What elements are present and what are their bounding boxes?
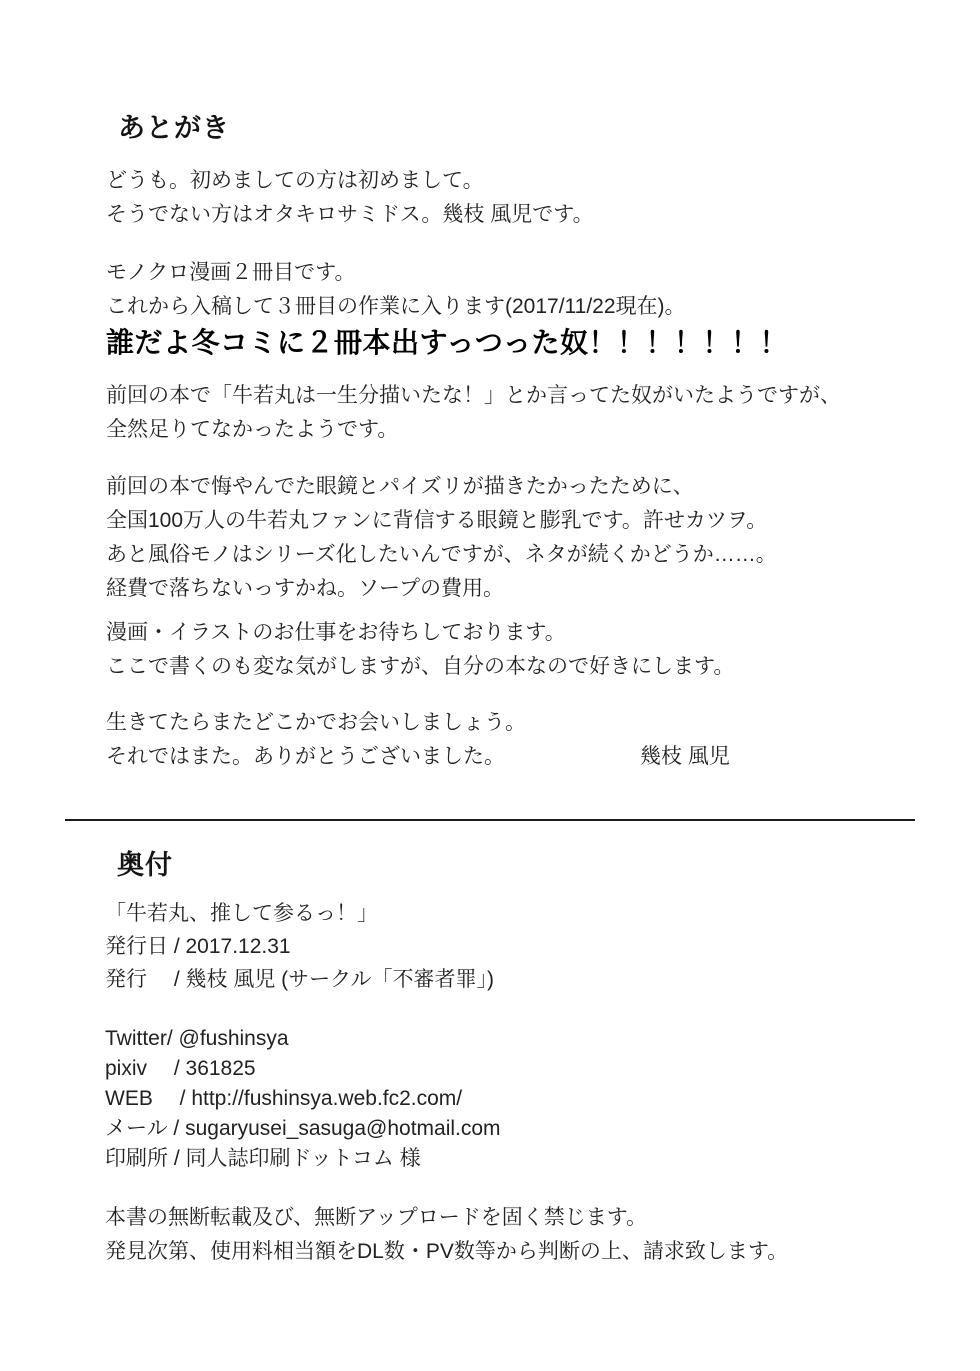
- printer-line: 印刷所 / 同人誌印刷ドットコム 様: [105, 1147, 421, 1170]
- section-divider: [65, 819, 915, 821]
- email-line: メール / sugaryusei_sasuga@hotmail.com: [105, 1117, 501, 1140]
- text-line: どうも。初めましての方は初めまして。: [106, 169, 484, 192]
- farewell-text: それではまた。ありがとうございました。: [106, 745, 505, 768]
- text-line: 全国100万人の牛若丸ファンに背信する眼鏡と膨乳です。許せカツヲ。: [106, 509, 768, 532]
- afterword-paragraph-glasses: [106, 470, 777, 606]
- afterword-paragraph-greeting: [106, 164, 594, 232]
- text-line: 生きてたらまたどこかでお会いしましょう。: [106, 711, 526, 734]
- text-line: そうでない方はオタキロサミドス。幾枝 風児です。: [106, 203, 594, 226]
- colophon-heading: 奥付: [117, 850, 173, 880]
- publish-date-line: 発行日 / 2017.12.31: [105, 935, 291, 958]
- colophon-notice-block: [105, 1201, 788, 1269]
- text-line: あと風俗モノはシリーズ化したいんですが、ネタが続くかどうか……。: [106, 543, 777, 566]
- text-line: 経費で落ちないっすかね。ソープの費用。: [106, 577, 504, 600]
- publisher-line: 発行 / 幾枝 風児 (サークル「不審者罪」): [105, 968, 495, 991]
- book-title: 「牛若丸、推して参るっ！」: [105, 902, 378, 925]
- author-signature: 幾枝 風児: [640, 745, 730, 768]
- colophon-publication-block: [105, 897, 494, 996]
- notice-line: 発見次第、使用料相当額をDL数・PV数等から判断の上、請求致します。: [105, 1240, 789, 1263]
- afterword-heading: あとがき: [118, 113, 230, 143]
- text-line: 漫画・イラストのお仕事をお待ちしております。: [106, 621, 566, 644]
- text-line: これから入稿して３冊目の作業に入ります(2017/11/22現在)。: [106, 295, 686, 318]
- afterword-paragraph-books: [106, 256, 788, 358]
- text-line: 前回の本で「牛若丸は一生分描いたな！」とか言ってた奴がいたようですが、: [106, 384, 841, 407]
- text-line: ここで書くのも変な気がしますが、自分の本なので好きにします。: [106, 655, 735, 678]
- twitter-line: Twitter/ @fushinsya: [105, 1027, 289, 1050]
- text-line: 前回の本で悔やんでた眼鏡とパイズリが描きたかったために、: [106, 475, 694, 498]
- afterword-paragraph-work: [106, 616, 734, 684]
- afterword-paragraph-ushiwakamaru: [106, 379, 841, 447]
- pixiv-line: pixiv / 361825: [105, 1057, 256, 1080]
- colophon-contacts-block: [105, 1024, 501, 1174]
- text-line: モノクロ漫画２冊目です。: [106, 261, 356, 284]
- text-line: [106, 740, 730, 774]
- notice-line: 本書の無断転載及び、無断アップロードを固く禁じます。: [105, 1206, 648, 1229]
- web-line: WEB / http://fushinsya.web.fc2.com/: [105, 1087, 463, 1110]
- afterword-paragraph-farewell: [106, 706, 730, 774]
- emphasis-line: 誰だよ冬コミに２冊本出すっつった奴！！！！！！！: [106, 327, 789, 358]
- text-line: 全然足りてなかったようです。: [106, 418, 399, 441]
